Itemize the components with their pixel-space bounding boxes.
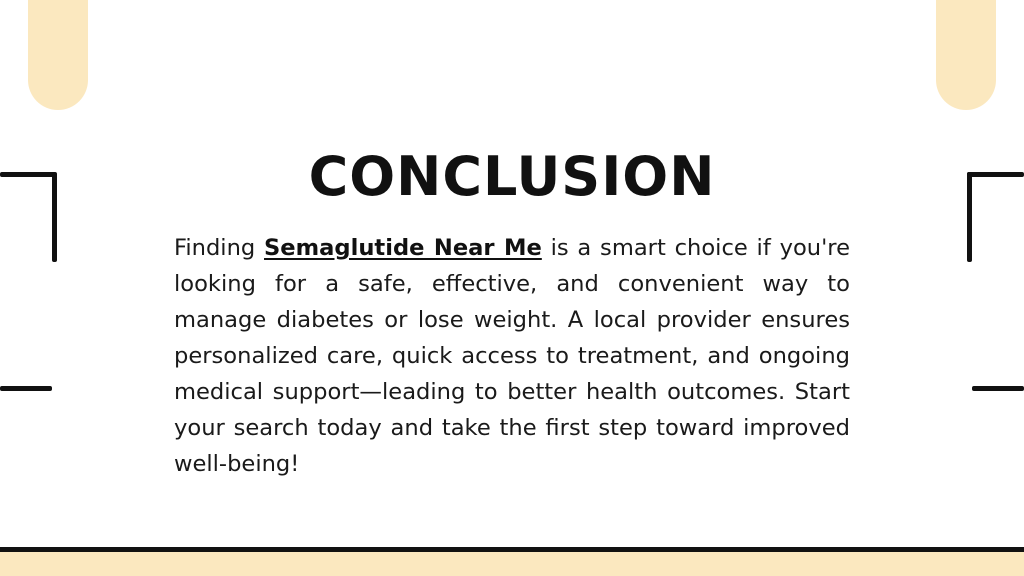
decorative-tab-right [936, 0, 996, 110]
bracket-right-bottom [972, 386, 1024, 391]
conclusion-paragraph [174, 230, 850, 482]
bottom-divider [0, 547, 1024, 552]
semaglutide-link[interactable]: Semaglutide Near Me [264, 235, 542, 261]
page-title: CONCLUSION [308, 145, 716, 209]
body-text-prefix: Finding [174, 235, 265, 261]
bracket-left-bottom [0, 386, 52, 391]
bottom-band [0, 550, 1024, 576]
body-text-suffix: is a smart choice if you're looking for a safe, effective, and convenient way to manage diabetes or lose weight. A local provider ensures personalized care, quick access to treatment, and ongoing medical support—leading to better health outcomes. Start your search today and take the first step toward improved well-being! [174, 235, 850, 477]
decorative-tab-left [28, 0, 88, 110]
